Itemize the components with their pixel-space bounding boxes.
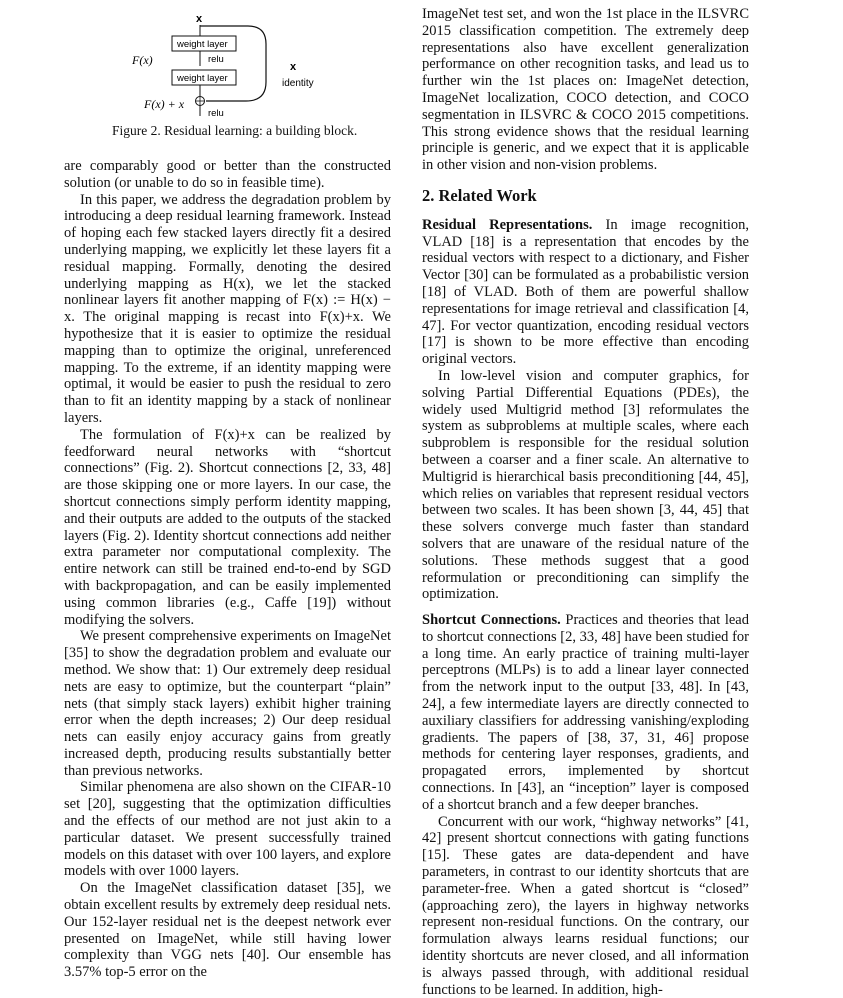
left-paragraph: On the ImageNet classification dataset [35], we obtain excellent results by extremely deep residual nets. Our 152-layer residual net is the deepest network ever presented on ImageNet, while still having lower complexity than VGG nets [40]. Our ensemble has 3.57% top-5 error on the [64, 880, 391, 981]
svg-text:F(x): F(x) [132, 53, 153, 67]
left-column [64, 158, 391, 981]
left-paragraph: In this paper, we address the degradation problem by introducing a deep residual learning framework. Instead of hoping each few stacked layers directly fit a desired underlying mapping, we explicitly let these layers fit a residual mapping. Formally, denoting the desired underlying mapping as H(x), we let the stacked nonlinear layers fit another mapping of F(x) := H(x) − x. The original mapping is recast into F(x)+x. We hypothesize that it is easier to optimize the residual mapping than to optimize the original, unreferenced mapping. To the extreme, if an identity mapping were optimal, it would be easier to push the residual to zero than to fit an identity mapping by a stack of nonlinear layers. [64, 191, 391, 426]
right-column [422, 6, 749, 998]
svg-text:weight layer: weight layer [177, 39, 228, 50]
left-paragraph: Similar phenomena are also shown on the CIFAR-10 set [20], suggesting that the optimization difficulties and the effects of our method are not just akin to a particular dataset. We present successfully trained models on this dataset with over 100 layers, and explore models with over 1000 layers. [64, 779, 391, 880]
paragraph-title: Residual Representations. [422, 216, 593, 233]
residual-block-figure [120, 10, 420, 120]
right-paragraph: Residual Representations. In image recognition, VLAD [18] is a representation that encodes by the residual vectors with respect to a dictionary, and Fisher Vector [30] can be formulated as a probabilistic version [18] of VLAD. Both of them are powerful shallow representations for image retrieval and classification [4, 47]. For vector quantization, encoding residual vectors [17] is shown to be more effective than encoding original vectors. [422, 216, 750, 368]
figure-caption: Figure 2. Residual learning: a building block. [112, 123, 358, 138]
right-paragraph: Concurrent with our work, “highway networks” [41, 42] present shortcut connections with gating functions [15]. These gates are data-dependent and have parameters, in contrast to our identity shortcuts that are parameter-free. When a gated shortcut is “closed” (approaching zero), the layers in highway networks represent non-residual functions. On the contrary, our formulation always learns residual functions; our identity shortcuts are never closed, and all information is always passed through, with additional residual functions to be learned. In addition, high- [422, 813, 749, 998]
left-paragraph: The formulation of F(x)+x can be realized by feedforward neural networks with “shortcut connections” (Fig. 2). Shortcut connections [2, 33, 48] are those skipping one or more layers. In our case, the shortcut connections simply perform identity mapping, and their outputs are added to the outputs of the stacked layers (Fig. 2). Identity shortcut connections add neither extra parameter nor computational complexity. The entire network can still be trained end-to-end by SGD with backpropagation, and can be easily implemented using common libraries (e.g., Caffe [19]) without modifying the solvers. [64, 426, 391, 628]
svg-text:relu: relu [208, 54, 224, 65]
right-paragraph: Shortcut Connections. Practices and theories that lead to shortcut connections [2, 33, 48] have been studied for a long time. An early practice of training multi-layer perceptrons (MLPs) is to add a linear layer connected from the network input to the output [33, 48]. In [43, 24], a few intermediate layers are directly connected to auxiliary classifiers for addressing vanishing/exploding gradients. The papers of [38, 37, 31, 46] propose methods for centering layer responses, gradients, and propagated errors, implemented by shortcut connections. In [43], an “inception” layer is composed of a shortcut branch and a few deeper branches. [422, 612, 749, 813]
section-heading: 2. Related Work [422, 185, 537, 205]
left-paragraph: We present comprehensive experiments on ImageNet [35] to show the degradation problem and evaluate our method. We show that: 1) Our extremely deep residual nets are easy to optimize, but the counterpart “plain” nets (that simply stack layers) exhibit higher training error when the depth increases; 2) Our deep residual nets can easily enjoy accuracy gains from greatly increased depth, producing results substantially better than previous networks. [64, 628, 391, 779]
svg-text:x: x [290, 61, 297, 73]
paragraph-title: Shortcut Connections. [422, 612, 561, 629]
right-paragraph: In low-level vision and computer graphics, for solving Partial Differential Equations (PDEs), the widely used Multigrid method [3] reformulates the system as subproblems at multiple scales, where each subproblem is responsible for the residual solution between a coarser and a finer scale. An alternative to Multigrid is hierarchical basis preconditioning [44, 45], which relies on variables that represent residual vectors between two scales. It has been shown [3, 44, 45] that these solvers converge much faster than standard solvers that are unaware of the residual nature of the solutions. These methods suggest that a good reformulation or preconditioning can simplify the optimization. [422, 367, 749, 603]
svg-text:relu: relu [208, 108, 224, 119]
fig-x-top: x [196, 13, 203, 25]
left-paragraph: are comparably good or better than the constructed solution (or unable to do so in feasible time). [64, 158, 391, 191]
svg-text:identity: identity [282, 78, 314, 89]
svg-text:weight layer: weight layer [177, 73, 228, 84]
svg-text:F(x) + x: F(x) + x [144, 97, 185, 111]
right-paragraph: ImageNet test set, and won the 1st place in the ILSVRC 2015 classification competition. The extremely deep representations also have excellent generalization performance on other recognition tasks, and lead us to further win the 1st places on: ImageNet detection, ImageNet localization, COCO detection, and COCO segmentation in ILSVRC & COCO 2015 competitions. This strong evidence shows that the residual learning principle is generic, and we expect that it is applicable in other vision and non-vision problems. [422, 6, 749, 174]
